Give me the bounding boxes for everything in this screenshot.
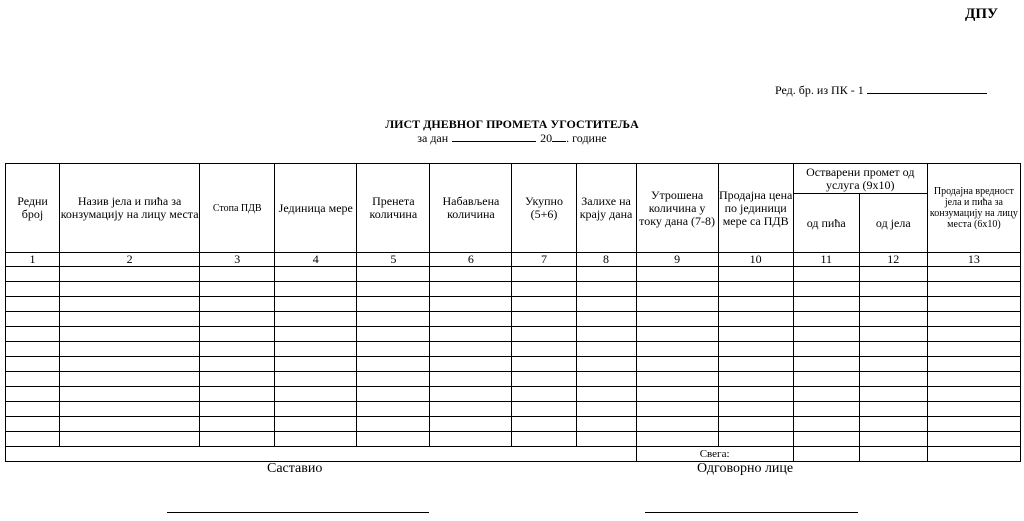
table-cell[interactable] xyxy=(60,372,200,387)
table-cell[interactable] xyxy=(200,432,275,447)
table-row xyxy=(6,402,1021,417)
table-cell[interactable] xyxy=(927,312,1020,327)
table-cell[interactable] xyxy=(793,312,859,327)
form-title: ЛИСТ ДНЕВНОГ ПРОМЕТА УГОСТИТЕЉА xyxy=(385,117,639,131)
table-cell[interactable] xyxy=(576,297,636,312)
table-cell[interactable] xyxy=(430,417,512,432)
table-cell[interactable] xyxy=(636,357,718,372)
responsible-person-label: Одговорно лице xyxy=(697,461,794,476)
table-cell[interactable] xyxy=(357,387,430,402)
table-cell[interactable] xyxy=(636,432,718,447)
table-cell[interactable] xyxy=(512,372,576,387)
table-cell[interactable] xyxy=(430,342,512,357)
table-cell[interactable] xyxy=(357,402,430,417)
table-cell[interactable] xyxy=(576,432,636,447)
col-header-vat-rate: Стопа ПДВ xyxy=(200,164,275,253)
table-cell[interactable] xyxy=(718,417,793,432)
table-cell[interactable] xyxy=(512,282,576,297)
composed-by-label: Саставио xyxy=(267,461,323,476)
table-cell[interactable] xyxy=(927,432,1020,447)
table-cell[interactable] xyxy=(512,402,576,417)
column-number: 8 xyxy=(576,253,636,267)
table-body xyxy=(6,267,1021,447)
table-cell[interactable] xyxy=(718,372,793,387)
table-cell[interactable] xyxy=(718,267,793,282)
table-cell[interactable] xyxy=(357,432,430,447)
column-number: 10 xyxy=(718,253,793,267)
col-header-consumed-qty: Утрошена количина у току дана (7-8) xyxy=(636,164,718,253)
table-row xyxy=(6,312,1021,327)
table-cell[interactable] xyxy=(576,342,636,357)
column-number: 13 xyxy=(927,253,1020,267)
table-cell[interactable] xyxy=(357,282,430,297)
total-food-cell[interactable] xyxy=(859,447,927,462)
table-cell[interactable] xyxy=(793,387,859,402)
table-cell[interactable] xyxy=(512,297,576,312)
table-cell[interactable] xyxy=(6,327,60,342)
table-cell[interactable] xyxy=(793,327,859,342)
table-cell[interactable] xyxy=(430,297,512,312)
table-cell[interactable] xyxy=(927,387,1020,402)
table-cell[interactable] xyxy=(636,342,718,357)
table-cell[interactable] xyxy=(357,312,430,327)
table-cell[interactable] xyxy=(859,372,927,387)
table-cell[interactable] xyxy=(636,402,718,417)
table-cell[interactable] xyxy=(576,372,636,387)
table-cell[interactable] xyxy=(859,432,927,447)
total-sales-cell[interactable] xyxy=(927,447,1020,462)
form-code: ДПУ xyxy=(965,6,998,22)
table-cell[interactable] xyxy=(718,432,793,447)
table-cell[interactable] xyxy=(512,312,576,327)
table-cell[interactable] xyxy=(357,327,430,342)
table-cell[interactable] xyxy=(6,402,60,417)
table-cell[interactable] xyxy=(859,312,927,327)
table-cell[interactable] xyxy=(576,312,636,327)
col-header-total: Укупно (5+6) xyxy=(512,164,576,253)
col-header-sales-value: Продајна вредност јела и пића за конзумацију на лицу места (6x10) xyxy=(927,164,1020,253)
date-year: 20 xyxy=(540,131,553,145)
table-cell[interactable] xyxy=(6,342,60,357)
table-cell[interactable] xyxy=(6,417,60,432)
table-cell[interactable] xyxy=(636,312,718,327)
table-cell[interactable] xyxy=(512,342,576,357)
subcol-food: од јела xyxy=(859,194,927,253)
table-cell[interactable] xyxy=(275,357,357,372)
table-cell[interactable] xyxy=(357,417,430,432)
table-row xyxy=(6,327,1021,342)
table-cell[interactable] xyxy=(859,402,927,417)
table-cell[interactable] xyxy=(275,372,357,387)
table-cell[interactable] xyxy=(859,417,927,432)
table-cell[interactable] xyxy=(430,267,512,282)
responsible-signature-line xyxy=(645,512,858,513)
column-number: 2 xyxy=(60,253,200,267)
column-number: 12 xyxy=(859,253,927,267)
table-cell[interactable] xyxy=(60,357,200,372)
total-label: Свега: xyxy=(636,447,793,462)
table-cell[interactable] xyxy=(60,267,200,282)
table-cell[interactable] xyxy=(576,327,636,342)
table-cell[interactable] xyxy=(275,432,357,447)
table-cell[interactable] xyxy=(793,357,859,372)
table-cell[interactable] xyxy=(793,267,859,282)
table-cell[interactable] xyxy=(6,312,60,327)
table-cell[interactable] xyxy=(275,402,357,417)
table-cell[interactable] xyxy=(430,402,512,417)
col-header-unit: Јединица мере xyxy=(275,164,357,253)
table-cell[interactable] xyxy=(512,417,576,432)
col-header-item-name: Назив јела и пића за конзумацију на лицу места xyxy=(60,164,200,253)
table-cell[interactable] xyxy=(793,282,859,297)
registry-number-label: Ред. бр. из ПК - 1 xyxy=(775,83,864,97)
table-row xyxy=(6,282,1021,297)
daily-turnover-table xyxy=(5,163,1021,462)
total-drinks-cell[interactable] xyxy=(793,447,859,462)
table-cell[interactable] xyxy=(927,357,1020,372)
table-cell[interactable] xyxy=(927,402,1020,417)
table-cell[interactable] xyxy=(357,342,430,357)
table-cell[interactable] xyxy=(718,342,793,357)
table-cell[interactable] xyxy=(793,372,859,387)
table-cell[interactable] xyxy=(576,417,636,432)
col-header-ordinal: Редни број xyxy=(6,164,60,253)
table-cell[interactable] xyxy=(927,342,1020,357)
table-row xyxy=(6,387,1021,402)
date-prefix: за дан xyxy=(417,131,449,145)
table-cell[interactable] xyxy=(576,387,636,402)
table-cell[interactable] xyxy=(60,327,200,342)
table-cell[interactable] xyxy=(636,267,718,282)
table-cell[interactable] xyxy=(636,417,718,432)
column-number: 1 xyxy=(6,253,60,267)
table-cell[interactable] xyxy=(200,357,275,372)
table-cell[interactable] xyxy=(275,342,357,357)
table-cell[interactable] xyxy=(576,267,636,282)
table-cell[interactable] xyxy=(275,417,357,432)
column-number: 7 xyxy=(512,253,576,267)
table-row xyxy=(6,372,1021,387)
table-cell[interactable] xyxy=(718,312,793,327)
table-cell[interactable] xyxy=(793,417,859,432)
table-row xyxy=(6,267,1021,282)
registry-number-field xyxy=(775,82,987,98)
table-cell[interactable] xyxy=(430,372,512,387)
column-number: 4 xyxy=(275,253,357,267)
table-cell[interactable] xyxy=(793,432,859,447)
table-cell[interactable] xyxy=(200,297,275,312)
table-cell[interactable] xyxy=(430,282,512,297)
table-cell[interactable] xyxy=(576,357,636,372)
table-cell[interactable] xyxy=(859,342,927,357)
table-cell[interactable] xyxy=(859,357,927,372)
table-cell[interactable] xyxy=(927,267,1020,282)
table-cell[interactable] xyxy=(636,297,718,312)
table-cell[interactable] xyxy=(512,327,576,342)
table-cell[interactable] xyxy=(200,267,275,282)
column-number: 5 xyxy=(357,253,430,267)
total-row xyxy=(6,447,1021,462)
table-cell[interactable] xyxy=(275,297,357,312)
table-cell[interactable] xyxy=(718,357,793,372)
table-cell[interactable] xyxy=(859,282,927,297)
col-header-service-turnover: Остварени промет од услуга (9x10) xyxy=(793,164,927,194)
table-cell[interactable] xyxy=(636,387,718,402)
table-cell[interactable] xyxy=(200,312,275,327)
table-cell[interactable] xyxy=(357,267,430,282)
table-cell[interactable] xyxy=(576,402,636,417)
column-number: 3 xyxy=(200,253,275,267)
table-cell[interactable] xyxy=(60,417,200,432)
table-cell[interactable] xyxy=(430,387,512,402)
table-cell[interactable] xyxy=(60,282,200,297)
table-cell[interactable] xyxy=(60,342,200,357)
table-cell[interactable] xyxy=(6,282,60,297)
col-header-carried-qty: Пренета количина xyxy=(357,164,430,253)
table-cell[interactable] xyxy=(927,372,1020,387)
table-cell[interactable] xyxy=(430,432,512,447)
date-suffix: . године xyxy=(566,131,607,145)
table-row xyxy=(6,297,1021,312)
table-cell[interactable] xyxy=(718,327,793,342)
table-cell[interactable] xyxy=(512,432,576,447)
table-cell[interactable] xyxy=(60,402,200,417)
column-number-row xyxy=(6,253,1021,267)
table-cell[interactable] xyxy=(927,297,1020,312)
table-cell[interactable] xyxy=(6,387,60,402)
table-cell[interactable] xyxy=(859,387,927,402)
table-cell[interactable] xyxy=(275,387,357,402)
table-cell[interactable] xyxy=(357,357,430,372)
table-cell[interactable] xyxy=(200,282,275,297)
table-cell[interactable] xyxy=(718,297,793,312)
table-cell[interactable] xyxy=(60,297,200,312)
table-cell[interactable] xyxy=(793,297,859,312)
col-header-purchased-qty: Набављена количина xyxy=(430,164,512,253)
col-header-end-stock: Залихе на крају дана xyxy=(576,164,636,253)
table-cell[interactable] xyxy=(6,357,60,372)
table-cell[interactable] xyxy=(512,357,576,372)
table-cell[interactable] xyxy=(718,402,793,417)
col-header-unit-price: Продајна цена по јединици мере са ПДВ xyxy=(718,164,793,253)
table-cell[interactable] xyxy=(927,327,1020,342)
table-cell[interactable] xyxy=(859,327,927,342)
table-cell[interactable] xyxy=(200,372,275,387)
table-row xyxy=(6,342,1021,357)
year-blank xyxy=(552,131,566,142)
table-cell[interactable] xyxy=(60,312,200,327)
table-cell[interactable] xyxy=(718,282,793,297)
table-row xyxy=(6,432,1021,447)
table-cell[interactable] xyxy=(200,417,275,432)
column-number: 11 xyxy=(793,253,859,267)
table-cell[interactable] xyxy=(275,267,357,282)
table-cell[interactable] xyxy=(636,372,718,387)
table-cell[interactable] xyxy=(512,267,576,282)
table-cell[interactable] xyxy=(636,282,718,297)
table-cell[interactable] xyxy=(200,402,275,417)
table-cell[interactable] xyxy=(6,372,60,387)
column-number: 6 xyxy=(430,253,512,267)
table-cell[interactable] xyxy=(718,387,793,402)
table-cell[interactable] xyxy=(357,297,430,312)
table-cell[interactable] xyxy=(200,387,275,402)
table-cell[interactable] xyxy=(200,342,275,357)
subcol-drinks: од пића xyxy=(793,194,859,253)
composed-by-signature-line xyxy=(167,512,429,513)
table-cell[interactable] xyxy=(60,387,200,402)
table-cell[interactable] xyxy=(430,357,512,372)
table-row xyxy=(6,417,1021,432)
table-cell[interactable] xyxy=(859,297,927,312)
column-number: 9 xyxy=(636,253,718,267)
table-cell[interactable] xyxy=(357,372,430,387)
date-blank xyxy=(452,131,536,142)
table-cell[interactable] xyxy=(6,267,60,282)
date-line xyxy=(0,131,1024,146)
table-cell[interactable] xyxy=(576,282,636,297)
table-cell[interactable] xyxy=(927,282,1020,297)
table-cell[interactable] xyxy=(927,417,1020,432)
table-cell[interactable] xyxy=(430,312,512,327)
table-cell[interactable] xyxy=(200,327,275,342)
table-cell[interactable] xyxy=(275,282,357,297)
table-cell[interactable] xyxy=(793,342,859,357)
registry-number-line xyxy=(867,82,987,94)
table-cell[interactable] xyxy=(793,402,859,417)
table-cell[interactable] xyxy=(275,327,357,342)
table-cell[interactable] xyxy=(6,297,60,312)
table-cell[interactable] xyxy=(512,387,576,402)
table-cell[interactable] xyxy=(430,327,512,342)
table-row xyxy=(6,357,1021,372)
table-cell[interactable] xyxy=(6,432,60,447)
table-cell[interactable] xyxy=(275,312,357,327)
table-cell[interactable] xyxy=(60,432,200,447)
table-cell[interactable] xyxy=(636,327,718,342)
table-cell[interactable] xyxy=(859,267,927,282)
